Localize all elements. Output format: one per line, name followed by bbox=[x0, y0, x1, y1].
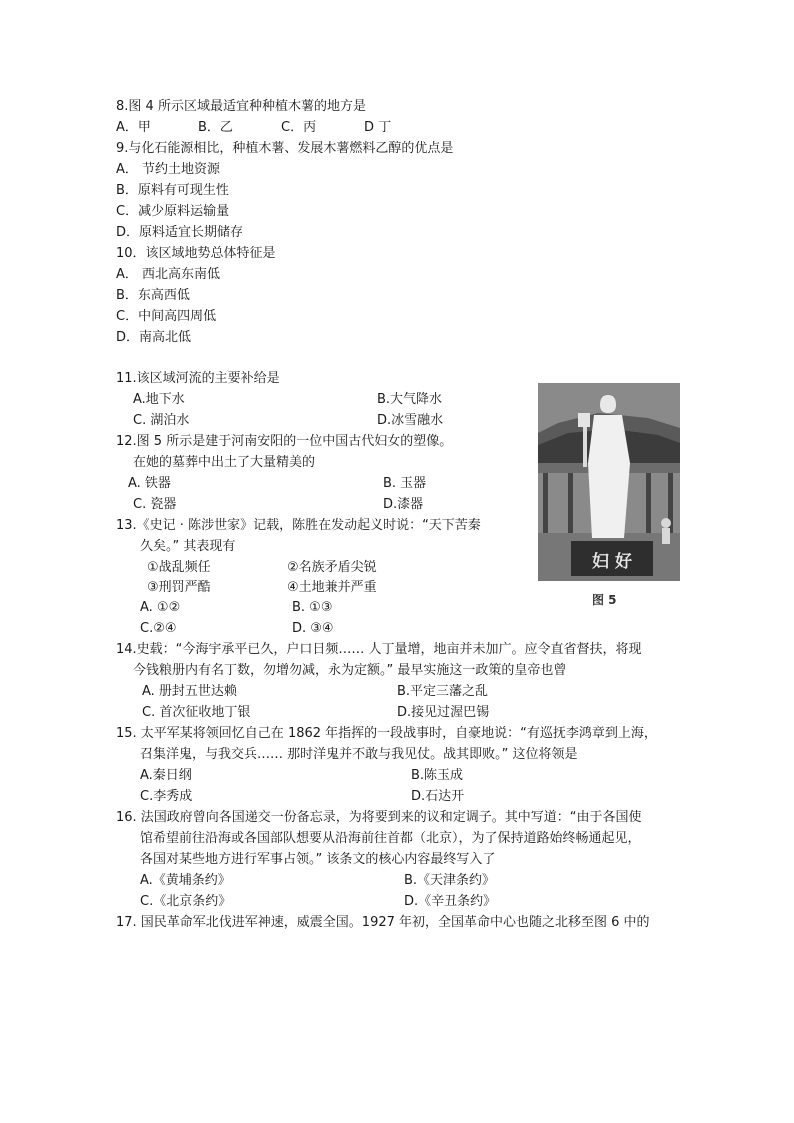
q16-option-c: C.《北京条约》 bbox=[140, 894, 232, 909]
fuhao-statue-illustration bbox=[538, 383, 680, 581]
q9-option-b: B．原料有可现生性 bbox=[116, 183, 229, 198]
q8-option-a: A．甲 bbox=[116, 120, 151, 135]
small-figure-body bbox=[662, 528, 670, 544]
pedestal-inscription: 妇 好 bbox=[592, 552, 632, 572]
q16-option-d: D.《辛丑条约》 bbox=[404, 894, 497, 909]
q9-option-c: C．减少原料运输量 bbox=[116, 204, 230, 219]
q11-option-a: A.地下水 bbox=[133, 392, 185, 407]
q15-option-b: B.陈玉成 bbox=[411, 768, 464, 783]
q14-option-b: B.平定三藩之乱 bbox=[397, 684, 489, 699]
q16-stem-line2: 馆希望前往沿海或各国部队想要从沿海前往首都（北京），为了保持道路始终畅通起见， bbox=[140, 831, 641, 846]
q14-option-d: D.接见过渥巴锡 bbox=[397, 705, 490, 720]
q8-option-c: C．丙 bbox=[281, 120, 317, 135]
q10-option-c: C．中间高四周低 bbox=[116, 309, 217, 324]
q14-option-a: A. 册封五世达赖 bbox=[142, 684, 237, 699]
q13-option-a: A. ①② bbox=[140, 600, 181, 615]
q13-option-b: B. ①③ bbox=[292, 600, 333, 615]
q16-option-b: B.《天津条约》 bbox=[404, 873, 496, 888]
q13-statement-2: ②名族矛盾尖锐 bbox=[287, 560, 377, 575]
q15-option-d: D.石达开 bbox=[411, 789, 465, 804]
q13-stem-line2: 久矣。” 其表现有 bbox=[140, 539, 236, 554]
q14-stem-line1: 14.史载：“今海宇承平已久，户口日频…… 人丁量增，地亩并未加广。应令直省督扶，将现 bbox=[116, 642, 642, 657]
q10-option-d: D．南高北低 bbox=[116, 330, 192, 345]
statue-head bbox=[600, 395, 616, 413]
q14-stem-line2: 今钱粮册内有名丁数，勿增勿减，永为定额。” 最早实施这一政策的皇帝也曾 bbox=[133, 663, 567, 678]
q8-stem: 8.图 4 所示区域最适宜种种植木薯的地方是 bbox=[116, 99, 366, 114]
q9-option-d: D．原料适宜长期储存 bbox=[116, 225, 244, 240]
q13-statement-4: ④土地兼并严重 bbox=[287, 580, 377, 595]
q11-option-d: D.冰雪融水 bbox=[377, 413, 444, 428]
q12-option-a: A. 铁器 bbox=[128, 476, 171, 491]
q8-option-b: B．乙 bbox=[198, 120, 233, 135]
q12-option-d: D.漆器 bbox=[383, 497, 424, 512]
small-figure-head bbox=[661, 518, 671, 528]
q10-stem: 10．该区域地势总体特征是 bbox=[116, 246, 276, 261]
q11-option-c: C. 湖泊水 bbox=[133, 413, 190, 428]
q8-option-d: D 丁 bbox=[364, 120, 392, 135]
q15-option-a: A.秦日纲 bbox=[140, 768, 192, 783]
q17-stem-line1: 17. 国民革命军北伐进军神速，威震全国。1927 年初，全国革命中心也随之北移至图 6 中的 bbox=[116, 915, 650, 930]
q13-option-c: C.②④ bbox=[140, 621, 177, 636]
q12-stem-line2: 在她的墓葬中出土了大量精美的 bbox=[133, 455, 316, 470]
pillar-left-1 bbox=[543, 473, 548, 543]
q12-option-b: B. 玉器 bbox=[383, 476, 427, 491]
q13-option-d: D. ③④ bbox=[292, 621, 334, 636]
fuhao-statue-photo bbox=[538, 383, 680, 581]
pillar-left-2 bbox=[568, 473, 573, 543]
q10-option-a: A． 西北高东南低 bbox=[116, 267, 221, 282]
q16-stem-line1: 16. 法国政府曾向各国递交一份备忘录，为将要到来的议和定调子。其中写道：“由于各国使 bbox=[116, 810, 642, 825]
pillar-right-1 bbox=[646, 473, 651, 543]
figure-5-caption: 图 5 bbox=[592, 593, 617, 607]
q13-stem-line1: 13.《史记 · 陈涉世家》记载，陈胜在发动起义时说：“天下苦秦 bbox=[116, 518, 481, 533]
q16-stem-line3: 各国对某些地方进行军事占领。” 该条文的核心内容最终写入了 bbox=[140, 852, 496, 867]
q12-stem-line1: 12.图 5 所示是建于河南安阳的一位中国古代妇女的塑像。 bbox=[116, 434, 453, 449]
q15-stem-line1: 15. 太平军某将领回忆自己在 1862 年指挥的一段战事时，自豪地说：“有巡抚李鸿章到上海， bbox=[116, 726, 657, 741]
q11-option-b: B.大气降水 bbox=[377, 392, 443, 407]
q14-option-c: C. 首次征收地丁银 bbox=[142, 705, 251, 720]
q13-statement-3: ③刑罚严酷 bbox=[147, 580, 211, 595]
q11-stem: 11.该区域河流的主要补给是 bbox=[116, 371, 280, 386]
q9-stem: 9.与化石能源相比，种植木薯、发展木薯燃料乙醇的优点是 bbox=[116, 141, 454, 156]
statue-body bbox=[588, 415, 630, 538]
q10-option-b: B．东高西低 bbox=[116, 288, 190, 303]
statue-axe-blade bbox=[578, 413, 590, 427]
q9-option-a: A． 节约土地资源 bbox=[116, 162, 221, 177]
q12-option-c: C. 瓷器 bbox=[133, 497, 177, 512]
q16-option-a: A.《黄埔条约》 bbox=[140, 873, 231, 888]
q13-statement-1: ①战乱频任 bbox=[147, 560, 211, 575]
q15-option-c: C.李秀成 bbox=[140, 789, 193, 804]
q15-stem-line2: 召集洋鬼，与我交兵…… 那时洋鬼并不敢与我见仗。战其即败。” 这位将领是 bbox=[140, 747, 578, 762]
